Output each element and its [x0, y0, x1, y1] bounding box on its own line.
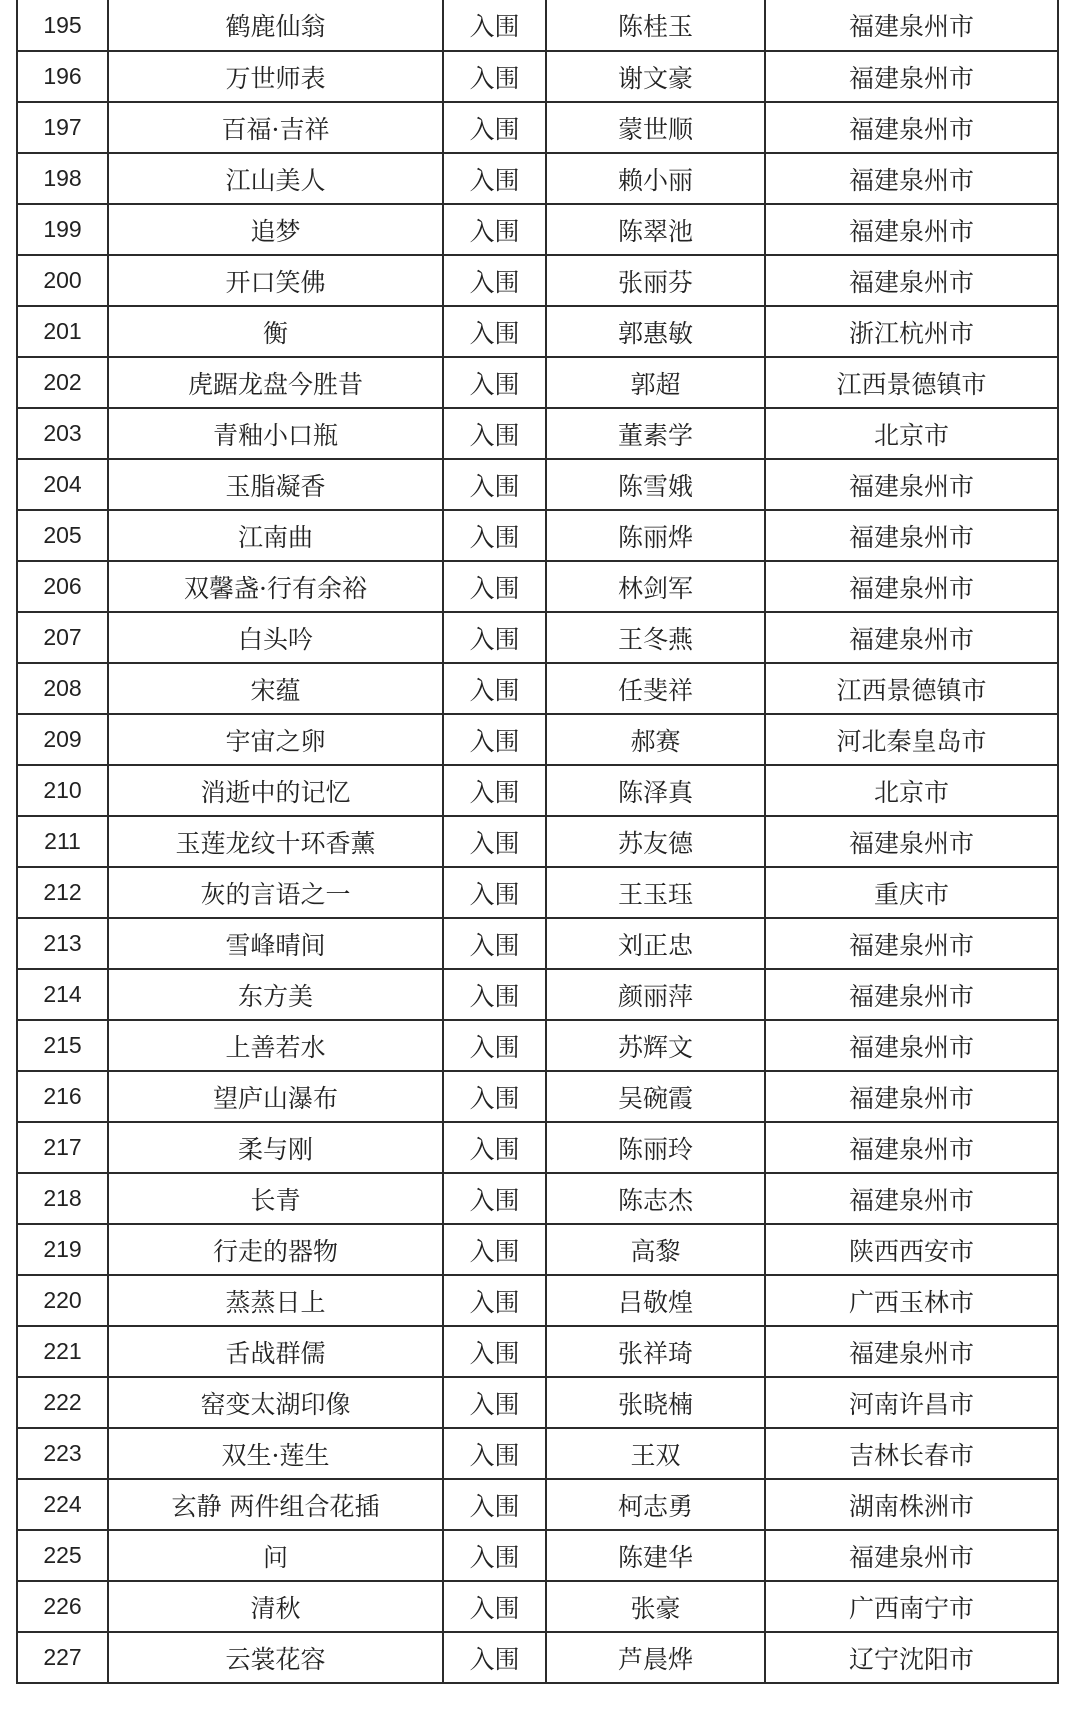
region-cell: 福建泉州市 — [765, 1326, 1058, 1377]
table-row — [17, 1326, 1058, 1377]
work-title: 衡 — [108, 306, 443, 357]
status-cell: 入围 — [443, 816, 546, 867]
author-name: 高黎 — [546, 1224, 765, 1275]
region-cell: 辽宁沈阳市 — [765, 1632, 1058, 1683]
author-name: 芦晨烨 — [546, 1632, 765, 1683]
work-title: 宇宙之卵 — [108, 714, 443, 765]
table-row — [17, 51, 1058, 102]
row-number: 202 — [17, 357, 108, 408]
region-cell: 广西南宁市 — [765, 1581, 1058, 1632]
work-title: 舌战群儒 — [108, 1326, 443, 1377]
table-row — [17, 816, 1058, 867]
region-cell: 福建泉州市 — [765, 0, 1058, 51]
work-title: 望庐山瀑布 — [108, 1071, 443, 1122]
table-row — [17, 459, 1058, 510]
author-name: 谢文豪 — [546, 51, 765, 102]
row-number: 224 — [17, 1479, 108, 1530]
region-cell: 福建泉州市 — [765, 969, 1058, 1020]
status-cell: 入围 — [443, 1632, 546, 1683]
results-table — [16, 0, 1059, 1684]
table-row — [17, 408, 1058, 459]
region-cell: 福建泉州市 — [765, 204, 1058, 255]
row-number: 210 — [17, 765, 108, 816]
status-cell: 入围 — [443, 357, 546, 408]
table-row — [17, 153, 1058, 204]
row-number: 207 — [17, 612, 108, 663]
author-name: 王双 — [546, 1428, 765, 1479]
table-row — [17, 1122, 1058, 1173]
work-title: 江山美人 — [108, 153, 443, 204]
region-cell: 江西景德镇市 — [765, 357, 1058, 408]
author-name: 董素学 — [546, 408, 765, 459]
region-cell: 福建泉州市 — [765, 102, 1058, 153]
table-row — [17, 663, 1058, 714]
author-name: 郝赛 — [546, 714, 765, 765]
table-row — [17, 1479, 1058, 1530]
work-title: 上善若水 — [108, 1020, 443, 1071]
work-title: 云裳花容 — [108, 1632, 443, 1683]
work-title: 玉脂凝香 — [108, 459, 443, 510]
status-cell: 入围 — [443, 612, 546, 663]
author-name: 陈桂玉 — [546, 0, 765, 51]
region-cell: 福建泉州市 — [765, 459, 1058, 510]
row-number: 217 — [17, 1122, 108, 1173]
status-cell: 入围 — [443, 1071, 546, 1122]
status-cell: 入围 — [443, 1122, 546, 1173]
row-number: 215 — [17, 1020, 108, 1071]
region-cell: 福建泉州市 — [765, 612, 1058, 663]
work-title: 开口笑佛 — [108, 255, 443, 306]
author-name: 刘正忠 — [546, 918, 765, 969]
row-number: 227 — [17, 1632, 108, 1683]
author-name: 蒙世顺 — [546, 102, 765, 153]
work-title: 柔与刚 — [108, 1122, 443, 1173]
region-cell: 福建泉州市 — [765, 153, 1058, 204]
table-row — [17, 1224, 1058, 1275]
author-name: 陈泽真 — [546, 765, 765, 816]
row-number: 225 — [17, 1530, 108, 1581]
status-cell: 入围 — [443, 51, 546, 102]
author-name: 苏友德 — [546, 816, 765, 867]
work-title: 问 — [108, 1530, 443, 1581]
row-number: 220 — [17, 1275, 108, 1326]
author-name: 郭超 — [546, 357, 765, 408]
row-number: 209 — [17, 714, 108, 765]
row-number: 200 — [17, 255, 108, 306]
table-row — [17, 510, 1058, 561]
table-row — [17, 1530, 1058, 1581]
row-number: 197 — [17, 102, 108, 153]
table-row — [17, 0, 1058, 51]
table-row — [17, 1173, 1058, 1224]
work-title: 虎踞龙盘今胜昔 — [108, 357, 443, 408]
row-number: 195 — [17, 0, 108, 51]
work-title: 双馨盏·行有余裕 — [108, 561, 443, 612]
row-number: 214 — [17, 969, 108, 1020]
row-number: 203 — [17, 408, 108, 459]
row-number: 222 — [17, 1377, 108, 1428]
author-name: 张晓楠 — [546, 1377, 765, 1428]
work-title: 宋蕴 — [108, 663, 443, 714]
table-row — [17, 1632, 1058, 1683]
work-title: 白头吟 — [108, 612, 443, 663]
region-cell: 福建泉州市 — [765, 1530, 1058, 1581]
status-cell: 入围 — [443, 1020, 546, 1071]
region-cell: 福建泉州市 — [765, 1173, 1058, 1224]
author-name: 陈丽玲 — [546, 1122, 765, 1173]
status-cell: 入围 — [443, 1479, 546, 1530]
author-name: 王冬燕 — [546, 612, 765, 663]
table-row — [17, 1377, 1058, 1428]
table-row — [17, 1428, 1058, 1479]
work-title: 蒸蒸日上 — [108, 1275, 443, 1326]
status-cell: 入围 — [443, 255, 546, 306]
status-cell: 入围 — [443, 1377, 546, 1428]
work-title: 双生·莲生 — [108, 1428, 443, 1479]
status-cell: 入围 — [443, 153, 546, 204]
author-name: 吕敬煌 — [546, 1275, 765, 1326]
work-title: 万世师表 — [108, 51, 443, 102]
table-row — [17, 612, 1058, 663]
region-cell: 北京市 — [765, 765, 1058, 816]
status-cell: 入围 — [443, 1275, 546, 1326]
region-cell: 福建泉州市 — [765, 1071, 1058, 1122]
work-title: 青釉小口瓶 — [108, 408, 443, 459]
region-cell: 广西玉林市 — [765, 1275, 1058, 1326]
status-cell: 入围 — [443, 1428, 546, 1479]
region-cell: 吉林长春市 — [765, 1428, 1058, 1479]
row-number: 208 — [17, 663, 108, 714]
work-title: 百福·吉祥 — [108, 102, 443, 153]
author-name: 郭惠敏 — [546, 306, 765, 357]
status-cell: 入围 — [443, 204, 546, 255]
author-name: 苏辉文 — [546, 1020, 765, 1071]
status-cell: 入围 — [443, 714, 546, 765]
status-cell: 入围 — [443, 102, 546, 153]
author-name: 吴碗霞 — [546, 1071, 765, 1122]
status-cell: 入围 — [443, 0, 546, 51]
row-number: 226 — [17, 1581, 108, 1632]
region-cell: 北京市 — [765, 408, 1058, 459]
work-title: 玄静 两件组合花插 — [108, 1479, 443, 1530]
region-cell: 福建泉州市 — [765, 918, 1058, 969]
status-cell: 入围 — [443, 459, 546, 510]
status-cell: 入围 — [443, 1224, 546, 1275]
work-title: 行走的器物 — [108, 1224, 443, 1275]
row-number: 213 — [17, 918, 108, 969]
row-number: 221 — [17, 1326, 108, 1377]
status-cell: 入围 — [443, 765, 546, 816]
table-row — [17, 204, 1058, 255]
region-cell: 福建泉州市 — [765, 1020, 1058, 1071]
status-cell: 入围 — [443, 408, 546, 459]
work-title: 东方美 — [108, 969, 443, 1020]
status-cell: 入围 — [443, 918, 546, 969]
author-name: 陈志杰 — [546, 1173, 765, 1224]
region-cell: 河北秦皇岛市 — [765, 714, 1058, 765]
author-name: 柯志勇 — [546, 1479, 765, 1530]
row-number: 219 — [17, 1224, 108, 1275]
table-row — [17, 969, 1058, 1020]
status-cell: 入围 — [443, 510, 546, 561]
table-row — [17, 255, 1058, 306]
work-title: 追梦 — [108, 204, 443, 255]
author-name: 林剑军 — [546, 561, 765, 612]
author-name: 张祥琦 — [546, 1326, 765, 1377]
author-name: 颜丽萍 — [546, 969, 765, 1020]
row-number: 198 — [17, 153, 108, 204]
author-name: 陈翠池 — [546, 204, 765, 255]
author-name: 陈雪娥 — [546, 459, 765, 510]
region-cell: 福建泉州市 — [765, 561, 1058, 612]
work-title: 灰的言语之一 — [108, 867, 443, 918]
work-title: 鹤鹿仙翁 — [108, 0, 443, 51]
region-cell: 福建泉州市 — [765, 1122, 1058, 1173]
work-title: 玉莲龙纹十环香薰 — [108, 816, 443, 867]
table-row — [17, 561, 1058, 612]
table-row — [17, 357, 1058, 408]
row-number: 211 — [17, 816, 108, 867]
region-cell: 湖南株洲市 — [765, 1479, 1058, 1530]
work-title: 长青 — [108, 1173, 443, 1224]
table-row — [17, 1071, 1058, 1122]
status-cell: 入围 — [443, 1326, 546, 1377]
author-name: 陈建华 — [546, 1530, 765, 1581]
work-title: 江南曲 — [108, 510, 443, 561]
work-title: 清秋 — [108, 1581, 443, 1632]
results-body — [17, 0, 1058, 1683]
row-number: 199 — [17, 204, 108, 255]
status-cell: 入围 — [443, 867, 546, 918]
status-cell: 入围 — [443, 663, 546, 714]
row-number: 201 — [17, 306, 108, 357]
table-row — [17, 765, 1058, 816]
region-cell: 河南许昌市 — [765, 1377, 1058, 1428]
row-number: 206 — [17, 561, 108, 612]
status-cell: 入围 — [443, 1581, 546, 1632]
status-cell: 入围 — [443, 561, 546, 612]
region-cell: 浙江杭州市 — [765, 306, 1058, 357]
row-number: 218 — [17, 1173, 108, 1224]
region-cell: 福建泉州市 — [765, 816, 1058, 867]
row-number: 204 — [17, 459, 108, 510]
author-name: 赖小丽 — [546, 153, 765, 204]
table-row — [17, 1275, 1058, 1326]
author-name: 张丽芬 — [546, 255, 765, 306]
work-title: 雪峰晴间 — [108, 918, 443, 969]
region-cell: 重庆市 — [765, 867, 1058, 918]
region-cell: 福建泉州市 — [765, 51, 1058, 102]
row-number: 196 — [17, 51, 108, 102]
status-cell: 入围 — [443, 1173, 546, 1224]
table-row — [17, 918, 1058, 969]
author-name: 任斐祥 — [546, 663, 765, 714]
status-cell: 入围 — [443, 1530, 546, 1581]
author-name: 陈丽烨 — [546, 510, 765, 561]
work-title: 窑变太湖印像 — [108, 1377, 443, 1428]
region-cell: 福建泉州市 — [765, 255, 1058, 306]
status-cell: 入围 — [443, 969, 546, 1020]
author-name: 张豪 — [546, 1581, 765, 1632]
table-row — [17, 714, 1058, 765]
row-number: 212 — [17, 867, 108, 918]
table-row — [17, 102, 1058, 153]
region-cell: 福建泉州市 — [765, 510, 1058, 561]
table-row — [17, 1020, 1058, 1071]
table-row — [17, 867, 1058, 918]
region-cell: 江西景德镇市 — [765, 663, 1058, 714]
row-number: 223 — [17, 1428, 108, 1479]
row-number: 216 — [17, 1071, 108, 1122]
row-number: 205 — [17, 510, 108, 561]
work-title: 消逝中的记忆 — [108, 765, 443, 816]
table-row — [17, 306, 1058, 357]
table-row — [17, 1581, 1058, 1632]
author-name: 王玉珏 — [546, 867, 765, 918]
status-cell: 入围 — [443, 306, 546, 357]
region-cell: 陕西西安市 — [765, 1224, 1058, 1275]
